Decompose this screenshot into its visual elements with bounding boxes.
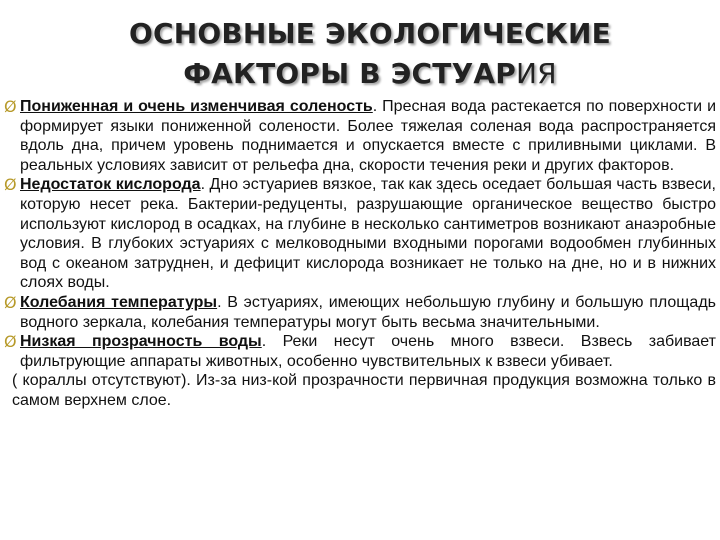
item-text: . Пресная вода растекается по поверхности и формирует языки пониженной солености. Более тяжелая соленая вода распространяется вдоль дна, причем уровень поднимается и опускается вместе с приливными циклами. В реальных условиях зависит от рельефа дна, скорости течения реки и других факторов.	[20, 98, 717, 174]
bullet-item-temperature	[4, 293, 716, 332]
item-heading: Низкая прозрачность воды	[20, 333, 262, 351]
item-text: . Реки несут очень много взвеси. Взвесь забивает фильтрующие аппараты животных, особенно чувствительных к взвеси убивает.	[20, 333, 716, 370]
bullet-arrow-icon: Ø	[4, 292, 17, 312]
continuation-paragraph: ( кораллы отсутствуют). Из-за низ-кой прозрачности первичная продукция возможна только в самом верхнем слое.	[12, 372, 716, 409]
slide-title	[60, 14, 680, 94]
content-body	[4, 97, 716, 411]
item-heading: Колебания температуры	[20, 293, 218, 311]
title-line-1: ОСНОВНЫЕ ЭКОЛОГИЧЕСКИЕ	[129, 17, 611, 50]
bullet-arrow-icon: Ø	[4, 332, 17, 352]
title-line-2-main: ФАКТОРЫ В ЭСТУАР	[183, 57, 516, 90]
item-heading: Недостаток кислорода	[20, 176, 201, 194]
item-text: . В эстуариях, имеющих небольшую глубину и большую площадь водного зеркала, колебания температуры могут быть весьма значительными.	[20, 293, 717, 331]
item-heading: Пониженная и очень изменчивая соленость	[20, 98, 373, 115]
bullet-arrow-icon: Ø	[4, 175, 17, 195]
title-line-2	[60, 54, 680, 94]
bullet-item-oxygen	[4, 175, 716, 293]
bullet-arrow-icon: Ø	[4, 97, 17, 116]
bullet-item-transparency	[4, 332, 716, 371]
bullet-item-salinity	[4, 97, 716, 175]
title-line-2-tail: ИЯ	[515, 57, 557, 90]
item-text: . Дно эстуариев вязкое, так как здесь оседает большая часть взвеси, которую несет река. Бактерии-редуценты, разрушающие органическое вещество быстро используют кислород в осадках, на глубине в несколько сантиметров возникают анаэробные условия. В глубоких эстуариях с мелководными входными порогами водообмен глубинных вод с океаном затруднен, и дефицит кислорода возникает не только на дне, но и в нижних слоях воды.	[20, 176, 717, 292]
